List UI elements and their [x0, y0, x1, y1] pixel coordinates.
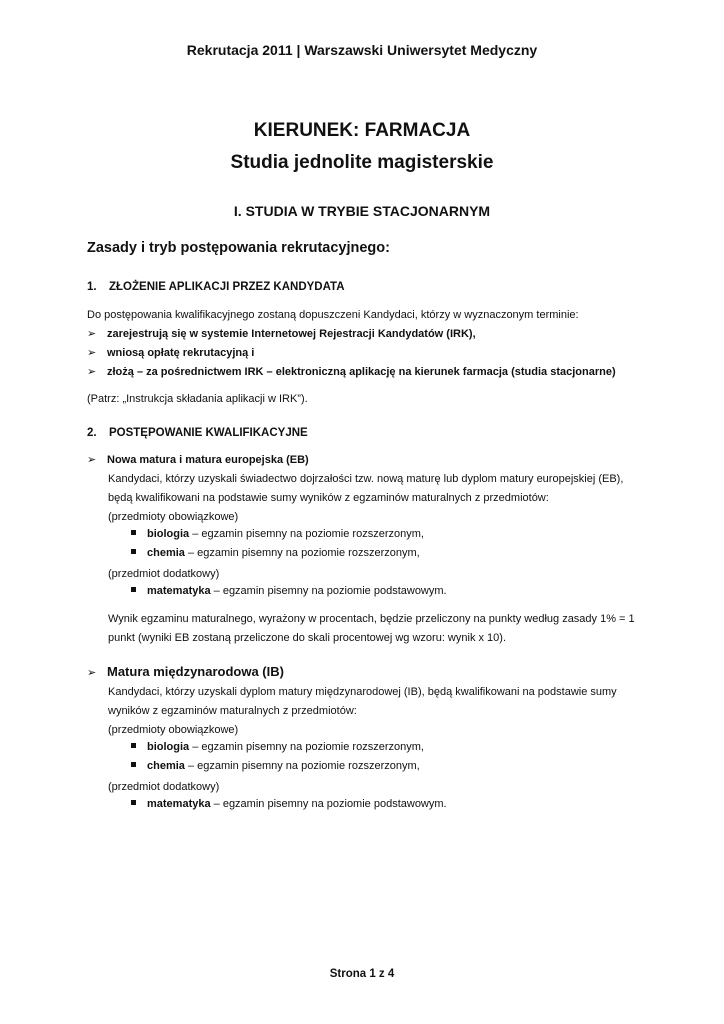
square-bullet-icon: [131, 549, 136, 554]
list-item-text: złożą – za pośrednictwem IRK – elektroniczną aplikację na kierunek farmacja (studia stacjonarne): [107, 366, 616, 378]
eb-conversion-line-1: Wynik egzaminu maturalnego, wyrażony w procentach, będzie przeliczony na punkty według zasady 1% = 1: [108, 613, 635, 625]
subject-desc: – egzamin pisemny na poziomie rozszerzonym,: [184, 547, 420, 559]
ib-additional-label: (przedmiot dodatkowy): [108, 781, 220, 793]
section-1-intro: Do postępowania kwalifikacyjnego zostaną dopuszczeni Kandydaci, którzy w wyznaczonym terminie:: [87, 309, 579, 321]
eb-paragraph-line-2: będą kwalifikowani na podstawie sumy wyników z egzaminów maturalnych z przedmiotów:: [108, 492, 549, 504]
subject-desc: – egzamin pisemny na poziomie rozszerzonym,: [189, 741, 424, 753]
section-2-title: POSTĘPOWANIE KWALIFIKACYJNE: [109, 427, 308, 439]
document-subtitle: Studia jednolite magisterskie: [230, 152, 494, 173]
list-item: [87, 365, 647, 378]
eb-mandatory-label: (przedmioty obowiązkowe): [108, 511, 239, 523]
arrow-bullet-icon: ➢: [87, 366, 97, 378]
square-bullet-icon: [131, 587, 136, 592]
ib-mandatory-label: (przedmioty obowiązkowe): [108, 724, 239, 736]
page-header: Rekrutacja 2011 | Warszawski Uniwersytet Medyczny: [186, 42, 538, 58]
list-item: [87, 346, 647, 359]
page-footer: Strona 1 z 4: [329, 968, 395, 980]
subject-desc: – egzamin pisemny na poziomie podstawowym.: [210, 585, 447, 597]
eb-additional-label: (przedmiot dodatkowy): [108, 568, 220, 580]
list-item: [87, 327, 647, 340]
section-2-number: 2.: [87, 427, 97, 439]
list-item: [131, 760, 420, 772]
subject-desc: – egzamin pisemny na poziomie rozszerzonym,: [189, 528, 424, 540]
subject-name: chemia: [147, 547, 185, 559]
section-2-heading: [87, 427, 308, 439]
ib-paragraph-line-2: wyników z egzaminów maturalnych z przedmiotów:: [108, 705, 357, 717]
subject-name: chemia: [147, 760, 185, 772]
document-title: KIERUNEK: FARMACJA: [253, 120, 471, 141]
ib-paragraph-line-1: Kandydaci, którzy uzyskali dyplom matury międzynarodowej (IB), będą kwalifikowani na podstawie sumy: [108, 686, 617, 698]
eb-paragraph-line-1: Kandydaci, którzy uzyskali świadectwo dojrzałości tzw. nową maturę lub dyplom matury europejskiej (EB),: [108, 473, 624, 485]
subject-desc: – egzamin pisemny na poziomie podstawowym.: [210, 798, 447, 810]
rules-heading: Zasady i tryb postępowania rekrutacyjnego:: [87, 240, 390, 256]
section-1-heading: [87, 281, 345, 293]
list-item: [131, 585, 447, 597]
eb-heading-text: Nowa matura i matura europejska (EB): [107, 454, 309, 466]
square-bullet-icon: [131, 800, 136, 805]
square-bullet-icon: [131, 743, 136, 748]
list-item: [131, 798, 447, 810]
arrow-bullet-icon: ➢: [87, 347, 97, 359]
ib-heading-text: Matura międzynarodowa (IB): [107, 664, 284, 679]
list-item-text: zarejestrują się w systemie Internetowej Rejestracji Kandydatów (IRK),: [107, 328, 476, 340]
square-bullet-icon: [131, 530, 136, 535]
arrow-bullet-icon: ➢: [87, 667, 97, 679]
eb-conversion-line-2: punkt (wyniki EB zostaną przeliczone do skali procentowej wg wzoru: wynik x 10).: [108, 632, 507, 644]
eb-heading: [87, 453, 647, 466]
subject-name: matematyka: [147, 585, 211, 597]
section-1-number: 1.: [87, 281, 97, 293]
arrow-bullet-icon: ➢: [87, 454, 97, 466]
subject-name: biologia: [147, 741, 190, 753]
subject-name: matematyka: [147, 798, 211, 810]
list-item: [131, 547, 420, 559]
list-item: [131, 528, 424, 540]
part-title: I. STUDIA W TRYBIE STACJONARNYM: [233, 203, 491, 219]
subject-name: biologia: [147, 528, 190, 540]
section-1-title: ZŁOŻENIE APLIKACJI PRZEZ KANDYDATA: [109, 281, 345, 293]
subject-desc: – egzamin pisemny na poziomie rozszerzonym,: [184, 760, 420, 772]
section-1-note: (Patrz: „Instrukcja składania aplikacji w IRK”).: [87, 393, 308, 405]
square-bullet-icon: [131, 762, 136, 767]
list-item-text: wniosą opłatę rekrutacyjną i: [107, 347, 255, 359]
arrow-bullet-icon: ➢: [87, 328, 97, 340]
ib-heading: [87, 664, 284, 679]
list-item: [131, 741, 424, 753]
